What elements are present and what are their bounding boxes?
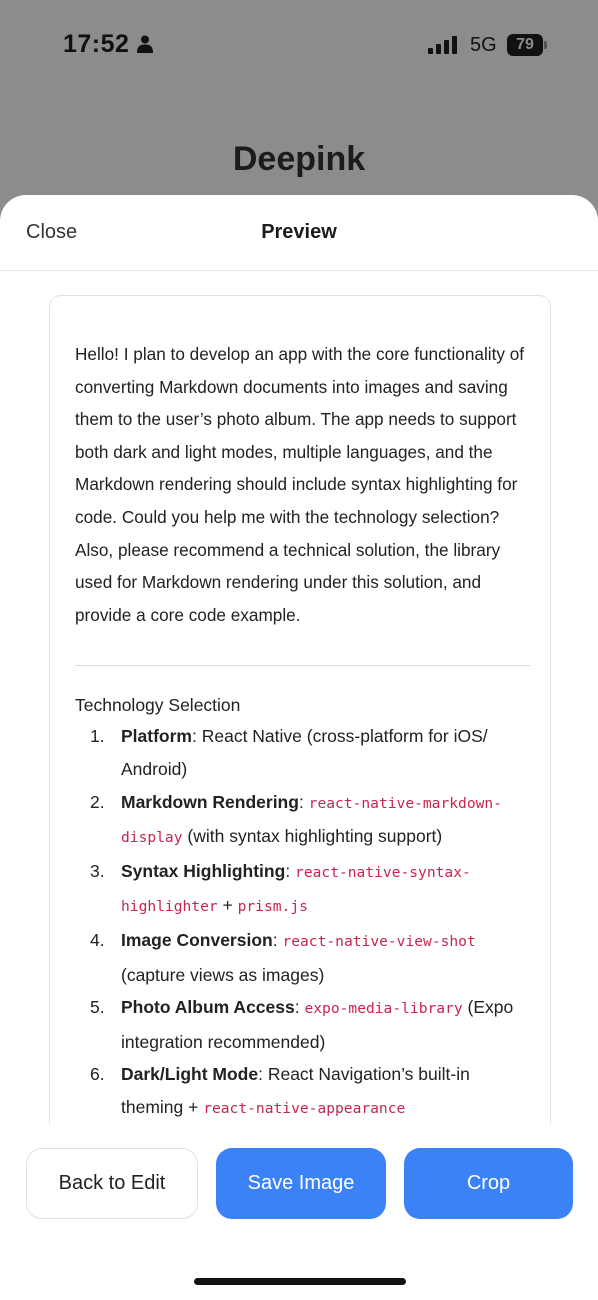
- list-number: 4.: [90, 929, 105, 950]
- sheet-title: Preview: [261, 221, 337, 243]
- item-text: (capture views as images): [121, 964, 325, 985]
- battery-tip: [544, 41, 547, 49]
- item-text: (with syntax highlighting support): [182, 826, 443, 847]
- markdown-content: [75, 338, 530, 1124]
- item-text: (Expo integration recommended): [121, 997, 514, 1052]
- list-item: [75, 720, 530, 785]
- status-time: 17:52: [63, 30, 130, 58]
- list-number: 3.: [90, 860, 105, 881]
- save-image-button[interactable]: Save Image: [216, 1148, 386, 1219]
- item-title: Image Conversion: [121, 929, 273, 950]
- list-item: [75, 786, 530, 855]
- list-number: 6.: [90, 1064, 105, 1085]
- item-separator: :: [298, 791, 309, 812]
- item-title: Platform: [121, 726, 192, 747]
- list-number: 2.: [90, 791, 105, 812]
- library-code: expo-media-library: [304, 1000, 463, 1018]
- item-text: React Navigation’s built-in theming +: [121, 1064, 470, 1117]
- crop-button[interactable]: Crop: [404, 1148, 573, 1219]
- list-item: [75, 991, 530, 1058]
- list-number: 1.: [90, 726, 105, 747]
- app-title: Deepink: [232, 140, 366, 178]
- battery-icon: [507, 34, 549, 56]
- divider: [75, 665, 530, 666]
- list-number: 5.: [90, 997, 105, 1018]
- item-text: +: [217, 895, 238, 916]
- network-type: 5G: [470, 34, 497, 56]
- list-item: [75, 924, 530, 991]
- item-separator: :: [285, 860, 296, 881]
- library-code: react-native-markdown-display: [121, 794, 502, 847]
- markdown-preview-card: [49, 295, 551, 1124]
- item-separator: :: [272, 929, 283, 950]
- intro-paragraph: Hello! I plan to develop an app with the core functionality of converting Markdown documents into images and saving them to the user’s photo album. The app needs to support both dark and light modes, multiple languages, and the Markdown rendering should include syntax highlighting for code. Could you help me with the technology selection? Also, please recommend a technical solution, the library used for Markdown rendering under this solution, and provide a core code example.: [75, 344, 525, 625]
- signal-icon: [428, 36, 460, 54]
- item-text: React Native (cross-platform for iOS/ Android): [121, 726, 488, 779]
- home-indicator[interactable]: [194, 1278, 406, 1285]
- item-separator: :: [294, 997, 305, 1018]
- library-code: react-native-view-shot: [282, 932, 476, 950]
- item-title: Syntax Highlighting: [121, 860, 286, 881]
- sheet-header: [0, 195, 598, 271]
- tech-list: [75, 720, 530, 1124]
- item-separator: :: [191, 726, 202, 747]
- bottom-action-bar: [0, 1124, 598, 1300]
- preview-scroll-area[interactable]: [49, 295, 551, 1124]
- back-to-edit-button[interactable]: Back to Edit: [26, 1148, 198, 1219]
- close-button[interactable]: Close: [26, 221, 78, 243]
- status-bar: [0, 0, 598, 90]
- section-heading: Technology Selection: [75, 695, 241, 716]
- library-code: prism.js: [237, 898, 308, 916]
- preview-sheet: [0, 195, 598, 1300]
- library-code: react-native-appearance: [203, 1099, 406, 1117]
- person-icon: [137, 35, 153, 53]
- item-title: Dark/Light Mode: [121, 1064, 259, 1085]
- list-item: [75, 1058, 530, 1124]
- item-separator: :: [258, 1064, 268, 1085]
- list-item: [75, 855, 530, 924]
- item-title: Markdown Rendering: [121, 791, 299, 812]
- battery-level: 79: [507, 34, 543, 56]
- library-code: react-native-syntax-highlighter: [121, 863, 471, 916]
- item-title: Photo Album Access: [121, 997, 295, 1018]
